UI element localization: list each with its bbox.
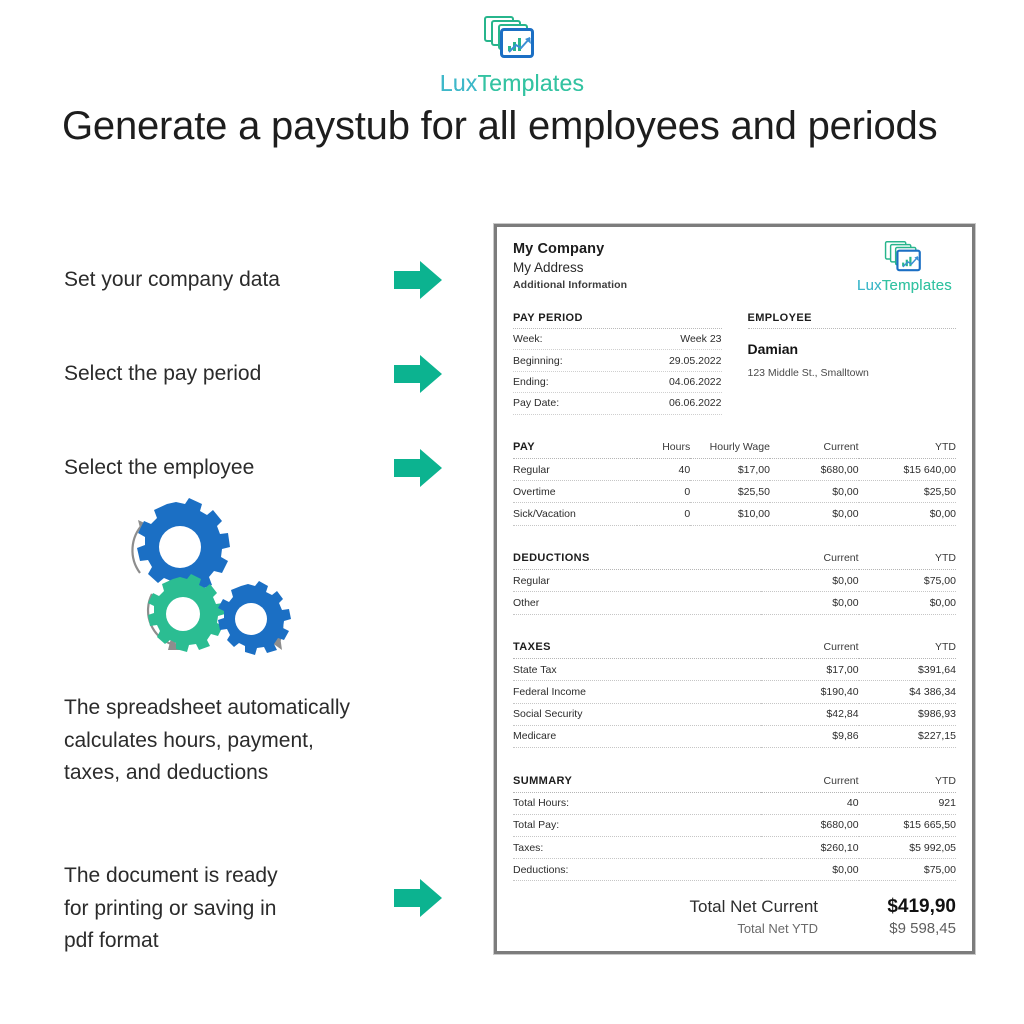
column-header-current: Current: [761, 548, 858, 570]
total-net-current-label: Total Net Current: [689, 897, 818, 916]
cell-wage: $10,00: [690, 503, 770, 525]
column-header-hourly-wage: Hourly Wage: [690, 437, 770, 459]
company-block: [513, 241, 627, 291]
total-net-current-value: $419,90: [887, 896, 956, 917]
row-label: Federal Income: [513, 681, 761, 703]
table-row: [513, 481, 956, 503]
total-net-ytd-label: Total Net YTD: [737, 921, 818, 936]
row-label: Total Pay:: [513, 814, 761, 836]
table-row: [513, 814, 956, 836]
step-select-employee: [64, 446, 444, 490]
pay-table: [513, 437, 956, 526]
paystub-brand-logo: [857, 241, 952, 294]
gear-blue-large: [137, 498, 230, 592]
cell-current: $260,10: [761, 836, 858, 858]
paystub-header: [513, 241, 956, 294]
cell-ytd: $75,00: [859, 859, 956, 881]
table-row: [513, 859, 956, 881]
brand-word-templates: Templates: [477, 70, 585, 96]
cell-current: $680,00: [761, 814, 858, 836]
cell-current: $190,40: [761, 681, 858, 703]
summary-table: [513, 770, 956, 881]
cell-hours: 0: [637, 503, 690, 525]
row-label: Regular: [513, 570, 761, 592]
table-row: [513, 836, 956, 858]
row-label: Social Security: [513, 703, 761, 725]
note-document-ready: [64, 860, 444, 958]
row-label: Deductions:: [513, 859, 761, 881]
employee-section: [748, 312, 957, 415]
column-header-current: Current: [761, 637, 858, 659]
brand-word-lux: Lux: [857, 277, 882, 294]
cell-current: $0,00: [770, 481, 859, 503]
step-label: Set your company data: [64, 268, 280, 291]
employee-title: EMPLOYEE: [748, 312, 957, 329]
note-line-1: The document is ready: [64, 864, 278, 887]
cell-hours: 40: [637, 459, 690, 481]
cell-current: $0,00: [770, 503, 859, 525]
note-line-3: taxes, and deductions: [64, 761, 269, 785]
total-net-ytd-value: $9 598,45: [889, 920, 956, 937]
luxtemplates-logo-icon: [484, 16, 540, 66]
brand-header: [0, 16, 1024, 97]
column-header-ytd: YTD: [859, 770, 956, 792]
row-label: State Tax: [513, 659, 761, 681]
row-key: Pay Date:: [513, 397, 560, 410]
row-label: Other: [513, 592, 761, 614]
cell-ytd: $15 640,00: [859, 459, 956, 481]
company-name: My Company: [513, 241, 605, 257]
table-row: [513, 659, 956, 681]
cell-hours: 0: [637, 481, 690, 503]
brand-word-lux: Lux: [439, 70, 478, 96]
pay-period-section: [513, 312, 722, 415]
luxtemplates-logo-icon: [884, 241, 924, 268]
cell-ytd: $75,00: [859, 570, 956, 592]
row-label: Sick/Vacation: [513, 503, 637, 525]
row-key: Beginning:: [513, 354, 563, 367]
column-header-ytd: YTD: [859, 637, 956, 659]
row-label: Taxes:: [513, 836, 761, 858]
arrow-right-icon: [392, 446, 444, 490]
cell-ytd: 921: [859, 792, 956, 814]
table-row: [513, 592, 956, 614]
row-label: Overtime: [513, 481, 637, 503]
employee-address: 123 Middle St., Smalltown: [747, 367, 869, 379]
table-row: [513, 792, 956, 814]
column-header-current: Current: [770, 437, 859, 459]
cell-wage: $25,50: [690, 481, 770, 503]
period-employee-row: [513, 312, 956, 415]
cell-current: $0,00: [761, 859, 858, 881]
pay-period-row: [513, 329, 722, 350]
pay-period-row: [513, 393, 722, 414]
column-header-ytd: YTD: [859, 548, 956, 570]
row-value: Week 23: [680, 333, 722, 346]
row-value: 29.05.2022: [668, 354, 722, 367]
note-line-3: pdf format: [64, 929, 159, 953]
cell-current: $9,86: [761, 725, 858, 747]
employee-name: Damian: [747, 341, 799, 357]
cell-wage: $17,00: [690, 459, 770, 481]
deductions-table: [513, 548, 956, 615]
column-header-hours: Hours: [637, 437, 690, 459]
pay-table-title: PAY: [513, 437, 637, 459]
company-additional-info: Additional Information: [513, 279, 628, 291]
row-label: Regular: [513, 459, 637, 481]
cell-ytd: $5 992,05: [859, 836, 956, 858]
cell-current: $0,00: [761, 592, 858, 614]
note-line-2: calculates hours, payment,: [64, 728, 314, 752]
table-row: [513, 503, 956, 525]
paystub-document: [494, 224, 975, 954]
row-key: Week:: [513, 333, 543, 346]
table-row: [513, 570, 956, 592]
cell-current: $17,00: [761, 659, 858, 681]
table-row: [513, 681, 956, 703]
pay-period-row: [513, 350, 722, 371]
summary-table-title: SUMMARY: [513, 770, 761, 792]
table-header-row: [513, 437, 956, 459]
cell-current: $42,84: [761, 703, 858, 725]
table-header-row: [513, 637, 956, 659]
step-label: Select the pay period: [64, 362, 262, 385]
cell-current: 40: [761, 792, 858, 814]
cell-current: $0,00: [761, 570, 858, 592]
row-label: Total Hours:: [513, 792, 761, 814]
note-spreadsheet-calculates: [64, 692, 424, 790]
deductions-table-title: DEDUCTIONS: [513, 548, 761, 570]
step-select-pay-period: [64, 352, 444, 396]
column-header-ytd: YTD: [859, 437, 956, 459]
totals-block: [513, 896, 956, 937]
cell-ytd: $25,50: [859, 481, 956, 503]
table-header-row: [513, 548, 956, 570]
note-line-1: The spreadsheet automatically: [64, 696, 350, 719]
table-row: [513, 703, 956, 725]
cell-ytd: $0,00: [859, 503, 956, 525]
pay-period-title: PAY PERIOD: [513, 312, 722, 329]
row-value: 04.06.2022: [668, 375, 722, 388]
total-net-current-row: [513, 896, 956, 918]
table-row: [513, 725, 956, 747]
arrow-right-icon: [392, 352, 444, 396]
gear-green: [148, 574, 225, 652]
cell-ytd: $227,15: [859, 725, 956, 747]
brand-word-templates: Templates: [881, 277, 952, 294]
arrow-right-icon: [392, 258, 444, 302]
brand-wordmark: [857, 277, 952, 294]
cell-ytd: $986,93: [859, 703, 956, 725]
arrow-right-icon: [392, 876, 444, 920]
company-address: My Address: [513, 260, 584, 275]
page-title: Generate a paystub for all employees and periods: [62, 104, 938, 148]
cell-ytd: $391,64: [859, 659, 956, 681]
cell-ytd: $15 665,50: [859, 814, 956, 836]
taxes-table-title: TAXES: [513, 637, 761, 659]
step-label: Select the employee: [64, 456, 255, 479]
row-label: Medicare: [513, 725, 761, 747]
total-net-ytd-row: [513, 920, 956, 937]
table-header-row: [513, 770, 956, 792]
cell-current: $680,00: [770, 459, 859, 481]
column-header-current: Current: [761, 770, 858, 792]
step-set-company-data: [64, 258, 444, 302]
note-line-2: for printing or saving in: [64, 896, 277, 920]
cell-ytd: $4 386,34: [859, 681, 956, 703]
brand-wordmark: [440, 70, 584, 97]
pay-period-row: [513, 372, 722, 393]
taxes-table: [513, 637, 956, 748]
row-value: 06.06.2022: [668, 397, 722, 410]
cell-ytd: $0,00: [859, 592, 956, 614]
row-key: Ending:: [513, 375, 549, 388]
table-row: [513, 459, 956, 481]
gears-illustration: [110, 498, 310, 668]
